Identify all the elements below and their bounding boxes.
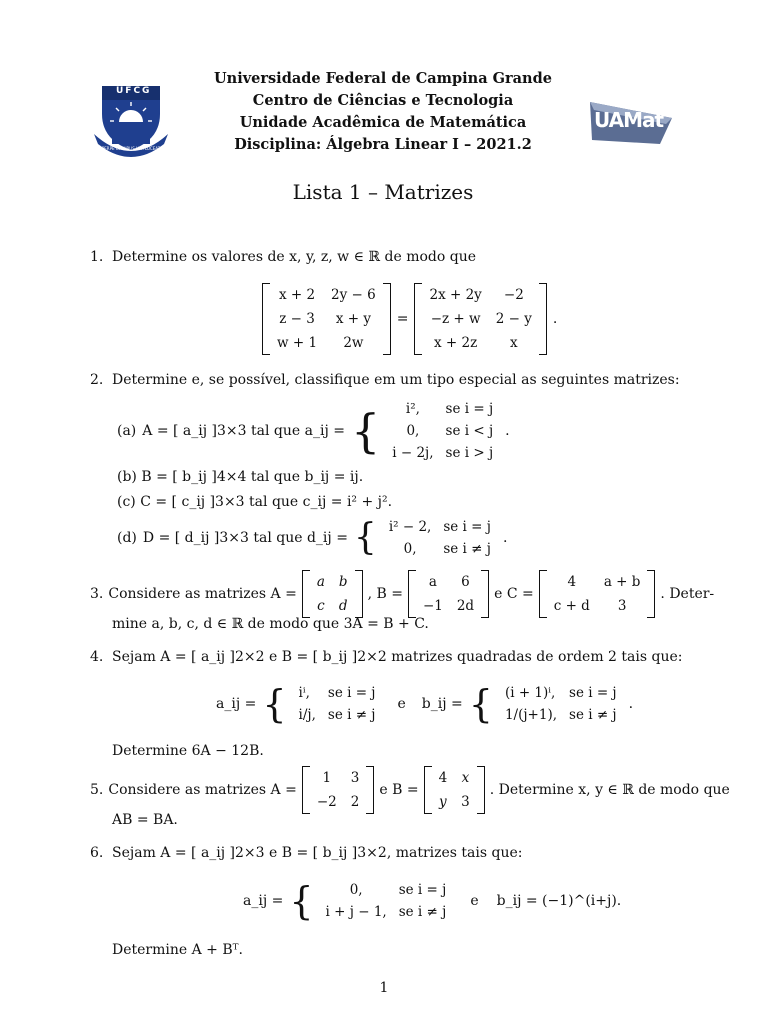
cell: x xyxy=(461,770,470,786)
equals-sign: = xyxy=(396,311,409,327)
item-label: (c) xyxy=(117,494,136,510)
cell: 6 xyxy=(461,574,470,590)
matrix-b xyxy=(408,570,489,618)
university-name: Universidade Federal de Campina Grande xyxy=(214,70,552,87)
question-4-number: 4. xyxy=(90,649,104,665)
uamat-logo xyxy=(588,96,678,146)
cell: z − 3 xyxy=(279,311,315,327)
item-label: (b) xyxy=(117,469,137,485)
case-value: 0, xyxy=(403,541,417,557)
case-value: 0, xyxy=(406,423,420,439)
cell: a xyxy=(428,574,437,590)
ufcg-logo xyxy=(92,84,170,160)
case-value: i², xyxy=(405,401,420,417)
ufcg-motto: PERPE OMNIBUS LUX LUCEAT xyxy=(101,146,161,151)
matrix-a xyxy=(302,766,375,814)
case-condition: se i ≠ j xyxy=(569,707,617,723)
case-value: i² − 2, xyxy=(388,519,432,535)
case-condition: se i < j xyxy=(445,423,494,439)
question-4-definitions xyxy=(216,680,633,728)
conjunction: e xyxy=(397,696,406,712)
case-condition: se i = j xyxy=(569,685,617,701)
question-1-number: 1. xyxy=(90,249,104,265)
ufcg-logo-text: UFCG xyxy=(116,86,152,96)
cell: x + 2z xyxy=(434,335,478,351)
question-3-text: , B = xyxy=(367,586,403,602)
case-value: 1/(j+1), xyxy=(504,707,558,723)
left-brace: { xyxy=(353,517,377,558)
question-6-determine: Determine A + Bᵀ. xyxy=(112,942,243,958)
cell: −z + w xyxy=(430,311,481,327)
cell: c xyxy=(317,598,325,614)
cell: x xyxy=(510,335,518,351)
left-brace: { xyxy=(289,879,314,923)
lhs: b_ij = xyxy=(421,696,463,712)
cell: c + d xyxy=(553,598,590,614)
matrix-right xyxy=(414,283,546,355)
question-1-text: Determine os valores de x, y, z, w ∈ ℝ de modo que xyxy=(112,249,477,265)
question-1-equation xyxy=(262,283,557,355)
question-3-text: . Deter- xyxy=(660,586,715,602)
case-condition: se i ≠ j xyxy=(327,707,376,723)
b-definition: b_ij = (−1)^(i+j). xyxy=(496,893,622,909)
question-3-number: 3. xyxy=(90,586,104,602)
cell: 2w xyxy=(343,335,364,351)
question-3-text: Considere as matrizes A = xyxy=(108,586,297,602)
cell: 4 xyxy=(567,574,577,590)
left-brace: { xyxy=(262,682,287,726)
question-5-text: Considere as matrizes A = xyxy=(108,782,297,798)
cell: −2 xyxy=(503,287,524,303)
case-value: 0, xyxy=(349,882,363,898)
matrix-c xyxy=(539,570,656,618)
cell: y xyxy=(439,794,447,810)
period: . xyxy=(552,311,558,327)
lhs: a_ij = xyxy=(216,696,257,712)
cell: 3 xyxy=(350,770,360,786)
uamat-logo-text: UAMat xyxy=(594,108,664,132)
item-text: A = [ a_ij ]3×3 tal que a_ij = xyxy=(142,423,345,439)
matrix-a xyxy=(302,570,363,618)
case-value: i/j, xyxy=(298,707,316,723)
cell: −2 xyxy=(316,794,337,810)
question-3 xyxy=(90,572,714,616)
question-6-number: 6. xyxy=(90,845,104,861)
case-condition: se i = j xyxy=(445,401,494,417)
lhs: a_ij = xyxy=(243,893,284,909)
question-3-text: e C = xyxy=(494,586,534,602)
item-text: B = [ b_ij ]4×4 tal que b_ij = ij. xyxy=(141,469,364,485)
cell: d xyxy=(338,598,348,614)
cell: x + y xyxy=(335,311,371,327)
case-value: (i + 1)ⁱ, xyxy=(504,685,556,701)
question-2a xyxy=(117,400,510,462)
question-5-text: e B = xyxy=(379,782,419,798)
period: . xyxy=(628,696,634,712)
case-value: i − 2j, xyxy=(392,445,434,461)
case-value: i + j − 1, xyxy=(325,904,387,920)
cell: 2y − 6 xyxy=(331,287,376,303)
case-condition: se i = j xyxy=(327,685,376,701)
page-number: 1 xyxy=(379,980,389,996)
case-value: iⁱ, xyxy=(298,685,310,701)
question-4-determine: Determine 6A − 12B. xyxy=(112,743,264,759)
question-6-definitions xyxy=(243,878,621,924)
cell: 3 xyxy=(617,598,627,614)
cell: 2 − y xyxy=(495,311,532,327)
course-name: Disciplina: Álgebra Linear I – 2021.2 xyxy=(234,136,532,153)
left-brace: { xyxy=(350,404,381,458)
conjunction: e xyxy=(470,893,479,909)
case-condition: se i ≠ j xyxy=(398,904,447,920)
item-text: C = [ c_ij ]3×3 tal que c_ij = i² + j². xyxy=(140,494,393,510)
cell: 2d xyxy=(456,598,475,614)
question-2-text: Determine e, se possível, classifique em um tipo especial as seguintes matrizes: xyxy=(112,372,680,388)
question-2d xyxy=(117,516,507,560)
item-label: (d) xyxy=(117,530,137,546)
cell: x + 2 xyxy=(278,287,316,303)
question-2c xyxy=(117,494,392,510)
question-5-number: 5. xyxy=(90,782,104,798)
cell: w + 1 xyxy=(277,335,318,351)
matrix-b xyxy=(424,766,485,814)
item-label: (a) xyxy=(117,423,137,439)
unit-name: Unidade Acadêmica de Matemática xyxy=(239,114,527,131)
cell: 3 xyxy=(461,794,470,810)
question-2-number: 2. xyxy=(90,372,104,388)
case-condition: se i ≠ j xyxy=(443,541,491,557)
matrix-left xyxy=(262,283,391,355)
case-condition: se i = j xyxy=(443,519,491,535)
left-brace: { xyxy=(468,682,493,726)
cell: a xyxy=(316,574,325,590)
question-6-text: Sejam A = [ a_ij ]2×3 e B = [ b_ij ]3×2, matrizes tais que: xyxy=(112,845,523,861)
period: . xyxy=(502,530,508,546)
question-5 xyxy=(90,767,730,813)
question-5-line2: AB = BA. xyxy=(112,812,178,828)
cell: 1 xyxy=(322,770,332,786)
cell: b xyxy=(338,574,348,590)
question-3-line2: mine a, b, c, d ∈ ℝ de modo que 3A = B + C. xyxy=(112,616,429,632)
cell: 2 xyxy=(350,794,360,810)
cell: 2x + 2y xyxy=(429,287,482,303)
period: . xyxy=(505,423,510,439)
case-condition: se i = j xyxy=(398,882,447,898)
question-5-text: . Determine x, y ∈ ℝ de modo que xyxy=(489,782,730,798)
center-name: Centro de Ciências e Tecnologia xyxy=(252,92,514,109)
cell: 4 xyxy=(438,770,448,786)
case-condition: se i > j xyxy=(445,445,494,461)
item-text: D = [ d_ij ]3×3 tal que d_ij = xyxy=(142,530,348,546)
cell: −1 xyxy=(422,598,443,614)
question-2b xyxy=(117,469,363,485)
cell: a + b xyxy=(603,574,641,590)
page-title: Lista 1 – Matrizes xyxy=(292,180,474,204)
question-4-text: Sejam A = [ a_ij ]2×2 e B = [ b_ij ]2×2 matrizes quadradas de ordem 2 tais que: xyxy=(112,649,683,665)
